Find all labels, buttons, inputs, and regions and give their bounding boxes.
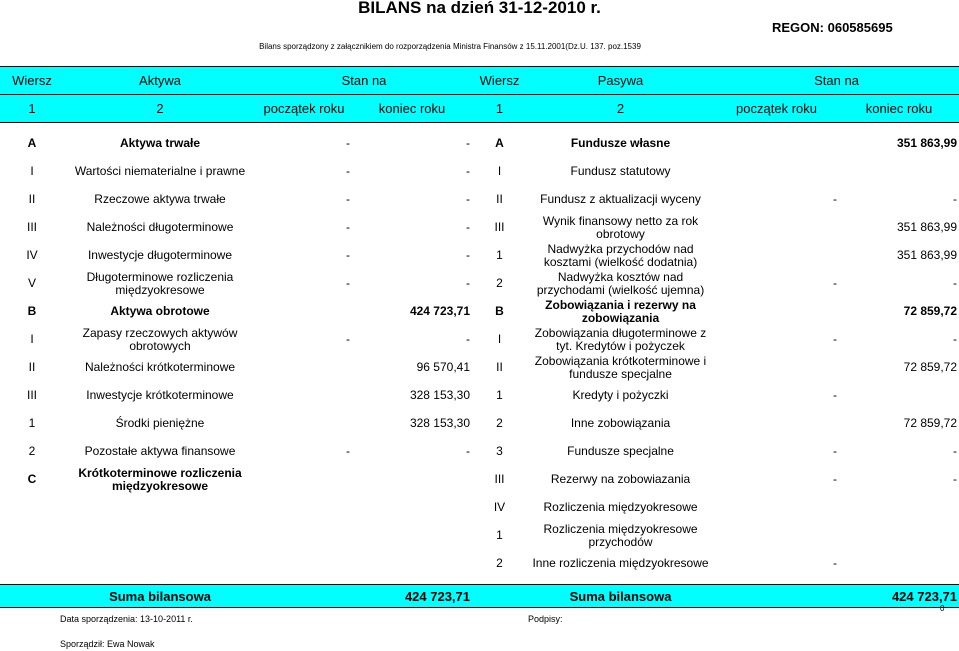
row-assets-start: - <box>346 220 350 234</box>
row-assets-end <box>352 494 472 522</box>
row-assets-name: Inwestycje długoterminowe <box>87 248 233 262</box>
row-liabilities-number: 2 <box>496 416 503 430</box>
row-assets-end: - <box>466 220 471 234</box>
row-liabilities-start <box>714 410 839 438</box>
balance-sheet-table <box>0 66 959 608</box>
row-assets-end: 328 153,30 <box>409 416 471 430</box>
row-liabilities-start <box>714 158 839 186</box>
table-row <box>0 326 959 354</box>
row-liabilities-number: I <box>497 332 502 346</box>
row-liabilities-number: III <box>494 472 505 486</box>
col-header-aktywa: Aktywa <box>64 67 256 95</box>
row-assets-name <box>64 522 256 550</box>
row-assets-start: - <box>346 444 350 458</box>
table-row <box>0 298 959 326</box>
row-assets-name: Długoterminowe rozliczenia międzyokresowe <box>86 269 234 297</box>
row-assets-number: II <box>28 360 36 374</box>
table-row <box>0 130 959 158</box>
sum-liabilities-value: 424 723,71 <box>839 585 959 608</box>
row-assets-end: - <box>466 444 471 458</box>
row-liabilities-start: - <box>833 276 838 290</box>
row-assets-number: II <box>28 192 36 206</box>
sum-assets-value: 424 723,71 <box>352 585 472 608</box>
sum-row <box>0 585 959 608</box>
row-liabilities-name: Rozliczenia międzyokresowe <box>543 500 698 514</box>
row-liabilities-end: 351 863,99 <box>896 136 958 150</box>
row-assets-name: Aktywa trwałe <box>119 136 201 150</box>
row-liabilities-start <box>714 130 839 158</box>
row-liabilities-number: B <box>495 304 504 318</box>
row-liabilities-end <box>839 382 959 410</box>
row-liabilities-number: 3 <box>496 444 503 458</box>
row-assets-end <box>352 550 472 578</box>
col-sub-1p: 1 <box>472 95 527 123</box>
row-assets-start: - <box>346 164 350 178</box>
row-assets-end: - <box>466 332 471 346</box>
row-liabilities-end: - <box>953 472 958 486</box>
table-row <box>0 466 959 494</box>
row-assets-number: IV <box>26 248 38 262</box>
row-liabilities-number: II <box>496 192 503 206</box>
row-liabilities-end: - <box>953 276 958 290</box>
row-liabilities-name: Zobowiązania krótkoterminowe i fundusze specjalne <box>534 353 707 381</box>
sum-assets-label: Suma bilansowa <box>64 585 256 608</box>
row-liabilities-name: Zobowiązania długoterminowe z tyt. Kredytów i pożyczek <box>534 325 707 353</box>
col-sub-1: 1 <box>0 95 64 123</box>
row-liabilities-end <box>839 550 959 578</box>
row-liabilities-start <box>714 354 839 382</box>
row-assets-start <box>256 410 352 438</box>
row-assets-start <box>256 494 352 522</box>
col-sub-2: 2 <box>64 95 256 123</box>
row-assets-name: Zapasy rzeczowych aktywów obrotowych <box>82 325 238 353</box>
row-assets-number: A <box>27 136 37 150</box>
row-liabilities-number: III <box>494 220 505 234</box>
row-assets-start: - <box>346 192 350 206</box>
row-assets-number: III <box>26 220 37 234</box>
row-liabilities-name: Fundusze własne <box>570 136 671 150</box>
row-assets-name: Aktywa obrotowe <box>110 304 210 318</box>
col-header-pasywa: Pasywa <box>527 67 714 95</box>
row-assets-number: 2 <box>28 444 36 458</box>
row-assets-name: Rzeczowe aktywa trwałe <box>94 192 226 206</box>
row-assets-end: - <box>466 164 471 178</box>
row-liabilities-number: 1 <box>496 528 503 542</box>
row-assets-number: I <box>30 164 34 178</box>
table-row <box>0 158 959 186</box>
row-liabilities-end: 72 859,72 <box>903 360 958 374</box>
table-row <box>0 550 959 578</box>
row-assets-end: - <box>466 136 471 150</box>
row-liabilities-end <box>839 522 959 550</box>
report-subtitle: Bilans sporządzony z załącznikiem do rozporządzenia Ministra Finansów z 15.11.2001(Dz.U. 137. poz.1539 <box>259 42 641 51</box>
row-liabilities-end: 72 859,72 <box>903 304 958 318</box>
row-assets-number <box>0 494 64 522</box>
row-assets-name <box>64 494 256 522</box>
row-assets-end: - <box>466 248 471 262</box>
row-liabilities-start: - <box>833 388 838 402</box>
row-assets-start <box>256 522 352 550</box>
row-liabilities-start: - <box>833 556 838 570</box>
col-sub-2p: 2 <box>527 95 714 123</box>
row-liabilities-end <box>839 158 959 186</box>
row-liabilities-start <box>714 242 839 270</box>
row-liabilities-name: Fundusz statutowy <box>570 164 671 178</box>
row-liabilities-start: - <box>833 192 838 206</box>
row-assets-start: - <box>346 248 350 262</box>
row-liabilities-number: IV <box>493 500 506 514</box>
col-header-stan-na-p: Stan na <box>714 67 959 95</box>
header-row-2 <box>0 95 959 123</box>
row-assets-start <box>256 466 352 494</box>
row-assets-end: 96 570,41 <box>416 360 471 374</box>
table-row <box>0 522 959 550</box>
row-assets-end <box>352 522 472 550</box>
row-liabilities-start <box>714 298 839 326</box>
col-sub-poczatek-a: początek roku <box>256 95 352 123</box>
row-liabilities-name: Kredyty i pożyczki <box>572 388 669 402</box>
row-assets-end: 328 153,30 <box>409 388 471 402</box>
row-assets-number: B <box>27 304 37 318</box>
table-row <box>0 186 959 214</box>
row-liabilities-name: Inne rozliczenia międzyokresowe <box>532 556 709 570</box>
table-row <box>0 410 959 438</box>
col-sub-koniec-a: koniec roku <box>352 95 472 123</box>
row-assets-start <box>256 298 352 326</box>
table-row <box>0 438 959 466</box>
row-assets-name: Wartości niematerialne i prawne <box>74 164 246 178</box>
table-row <box>0 354 959 382</box>
row-liabilities-start <box>714 522 839 550</box>
row-liabilities-number: 1 <box>496 388 503 402</box>
row-liabilities-end: 351 863,99 <box>896 220 958 234</box>
row-liabilities-end: - <box>953 332 958 346</box>
row-liabilities-number: 1 <box>496 248 503 262</box>
row-assets-start: - <box>346 332 350 346</box>
row-assets-number: III <box>26 388 37 402</box>
row-assets-name <box>64 550 256 578</box>
row-assets-name: Inwestycje krótkoterminowe <box>86 388 234 402</box>
row-assets-start: - <box>346 136 350 150</box>
row-liabilities-start: - <box>833 472 838 486</box>
header-row-1 <box>0 67 959 95</box>
row-assets-number: C <box>27 472 37 486</box>
col-sub-koniec-p: koniec roku <box>839 95 959 123</box>
row-liabilities-start: - <box>833 444 838 458</box>
row-liabilities-end: 72 859,72 <box>903 416 958 430</box>
row-liabilities-name: Fundusz z aktualizacji wyceny <box>540 192 701 206</box>
row-liabilities-name: Wynik finansowy netto za rok obrotowy <box>542 213 699 241</box>
row-assets-end: - <box>466 192 471 206</box>
row-assets-start <box>256 354 352 382</box>
row-assets-number <box>0 550 64 578</box>
row-assets-name: Środki pieniężne <box>115 416 205 430</box>
row-liabilities-number: I <box>497 164 502 178</box>
col-header-wiersz-p: Wiersz <box>472 67 527 95</box>
row-assets-end <box>352 466 472 494</box>
row-liabilities-name: Rozliczenia międzyokresowe przychodów <box>543 521 698 549</box>
balance-rows <box>0 130 959 578</box>
row-liabilities-end: - <box>953 444 958 458</box>
row-liabilities-number: 2 <box>496 556 503 570</box>
row-assets-name: Należności krótkoterminowe <box>84 360 236 374</box>
table-row <box>0 242 959 270</box>
row-liabilities-name: Zobowiązania i rezerwy na zobowiązania <box>545 297 696 325</box>
row-assets-number: V <box>27 276 36 290</box>
table-row <box>0 382 959 410</box>
report-title: BILANS na dzień 31-12-2010 r. <box>358 0 601 17</box>
table-row <box>0 270 959 298</box>
row-liabilities-start <box>714 214 839 242</box>
row-liabilities-start <box>714 494 839 522</box>
col-sub-poczatek-p: początek roku <box>714 95 839 123</box>
prepared-by: Sporządził: Ewa Nowak <box>60 639 155 649</box>
sum-liabilities-label: Suma bilansowa <box>527 585 714 608</box>
row-assets-name: Należności długoterminowe <box>86 220 234 234</box>
row-assets-name: Pozostałe aktywa finansowe <box>84 444 236 458</box>
table-row <box>0 494 959 522</box>
row-assets-number: 1 <box>28 416 36 430</box>
row-assets-start <box>256 550 352 578</box>
row-assets-start: - <box>346 276 350 290</box>
row-liabilities-end <box>839 494 959 522</box>
row-assets-end: - <box>466 276 471 290</box>
row-liabilities-end: - <box>953 192 958 206</box>
row-assets-end: 424 723,71 <box>409 304 471 318</box>
row-liabilities-number: 2 <box>496 276 503 290</box>
row-liabilities-name: Fundusze specjalne <box>567 444 674 458</box>
row-liabilities-name: Inne zobowiązania <box>570 416 671 430</box>
col-header-stan-na-a: Stan na <box>256 67 472 95</box>
row-liabilities-start: - <box>833 332 838 346</box>
table-row <box>0 214 959 242</box>
row-assets-number: I <box>30 332 34 346</box>
signatures-label: Podpisy: <box>528 614 563 624</box>
row-liabilities-name: Rezerwy na zobowiazania <box>550 472 691 486</box>
row-liabilities-name: Nadwyżka kosztów nad przychodami (wielkość ujemna) <box>536 269 705 297</box>
row-liabilities-name: Nadwyżka przychodów nad kosztami (wielkość dodatnia) <box>543 241 698 269</box>
row-assets-name: Krótkoterminowe rozliczenia międzyokresowe <box>78 465 242 493</box>
row-liabilities-number: II <box>496 360 503 374</box>
row-liabilities-number: A <box>495 136 504 150</box>
regon-number: REGON: 060585695 <box>772 20 893 35</box>
row-liabilities-end: 351 863,99 <box>896 248 958 262</box>
page-number: 0 <box>940 604 945 613</box>
row-assets-number <box>0 522 64 550</box>
prepared-date: Data sporządzenia: 13-10-2011 r. <box>60 614 193 624</box>
row-assets-start <box>256 382 352 410</box>
col-header-wiersz-a: Wiersz <box>0 67 64 95</box>
